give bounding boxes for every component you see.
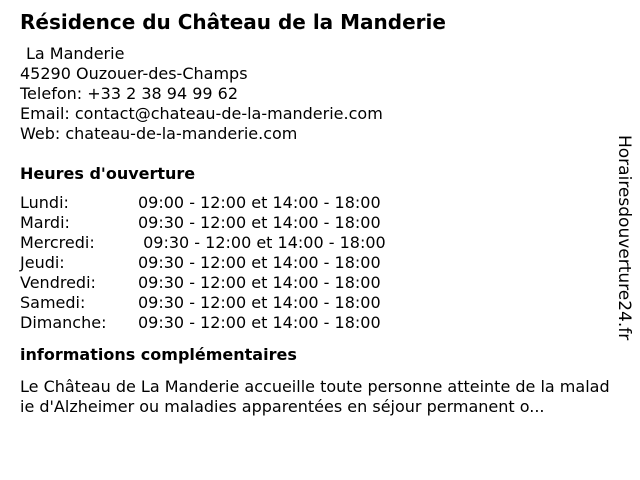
business-listing <box>20 8 610 417</box>
day-label: Jeudi: <box>20 253 65 272</box>
street-address: La Manderie <box>26 44 125 63</box>
hours-row <box>20 313 386 333</box>
hours-row <box>20 253 386 273</box>
time-range: 09:30 - 12:00 et 14:00 - 18:00 <box>138 213 381 232</box>
hours-row <box>20 273 386 293</box>
hours-row <box>20 193 386 213</box>
hours-row <box>20 293 386 313</box>
additional-info-text: Le Château de La Manderie accueille toute personne atteinte de la maladie d'Alzheimer ou maladies apparentées en séjour permanent o... <box>20 377 610 416</box>
email-address: Email: contact@chateau-de-la-manderie.com <box>20 104 383 123</box>
phone-number: Telefon: +33 2 38 94 99 62 <box>20 84 239 103</box>
day-label: Dimanche: <box>20 313 107 332</box>
day-label: Samedi: <box>20 293 86 312</box>
time-range: 09:00 - 12:00 et 14:00 - 18:00 <box>138 193 381 212</box>
day-label: Vendredi: <box>20 273 96 292</box>
day-label: Lundi: <box>20 193 69 212</box>
additional-info-heading: informations complémentaires <box>20 345 297 364</box>
time-range: 09:30 - 12:00 et 14:00 - 18:00 <box>138 253 381 272</box>
website: Web: chateau-de-la-manderie.com <box>20 124 298 143</box>
time-range: 09:30 - 12:00 et 14:00 - 18:00 <box>138 313 381 332</box>
opening-hours-table <box>20 193 386 333</box>
hours-row <box>20 213 386 233</box>
time-range: 09:30 - 12:00 et 14:00 - 18:00 <box>138 273 381 292</box>
time-range: 09:30 - 12:00 et 14:00 - 18:00 <box>138 233 386 252</box>
city-address: 45290 Ouzouer-des-Champs <box>20 64 248 83</box>
page-title: Résidence du Château de la Manderie <box>20 10 446 34</box>
site-watermark: Horairesdouverture24.fr <box>614 135 634 341</box>
address-block <box>20 44 610 144</box>
hours-row <box>20 233 386 253</box>
day-label: Mercredi: <box>20 233 95 252</box>
day-label: Mardi: <box>20 213 70 232</box>
opening-hours-heading: Heures d'ouverture <box>20 164 196 183</box>
time-range: 09:30 - 12:00 et 14:00 - 18:00 <box>138 293 381 312</box>
